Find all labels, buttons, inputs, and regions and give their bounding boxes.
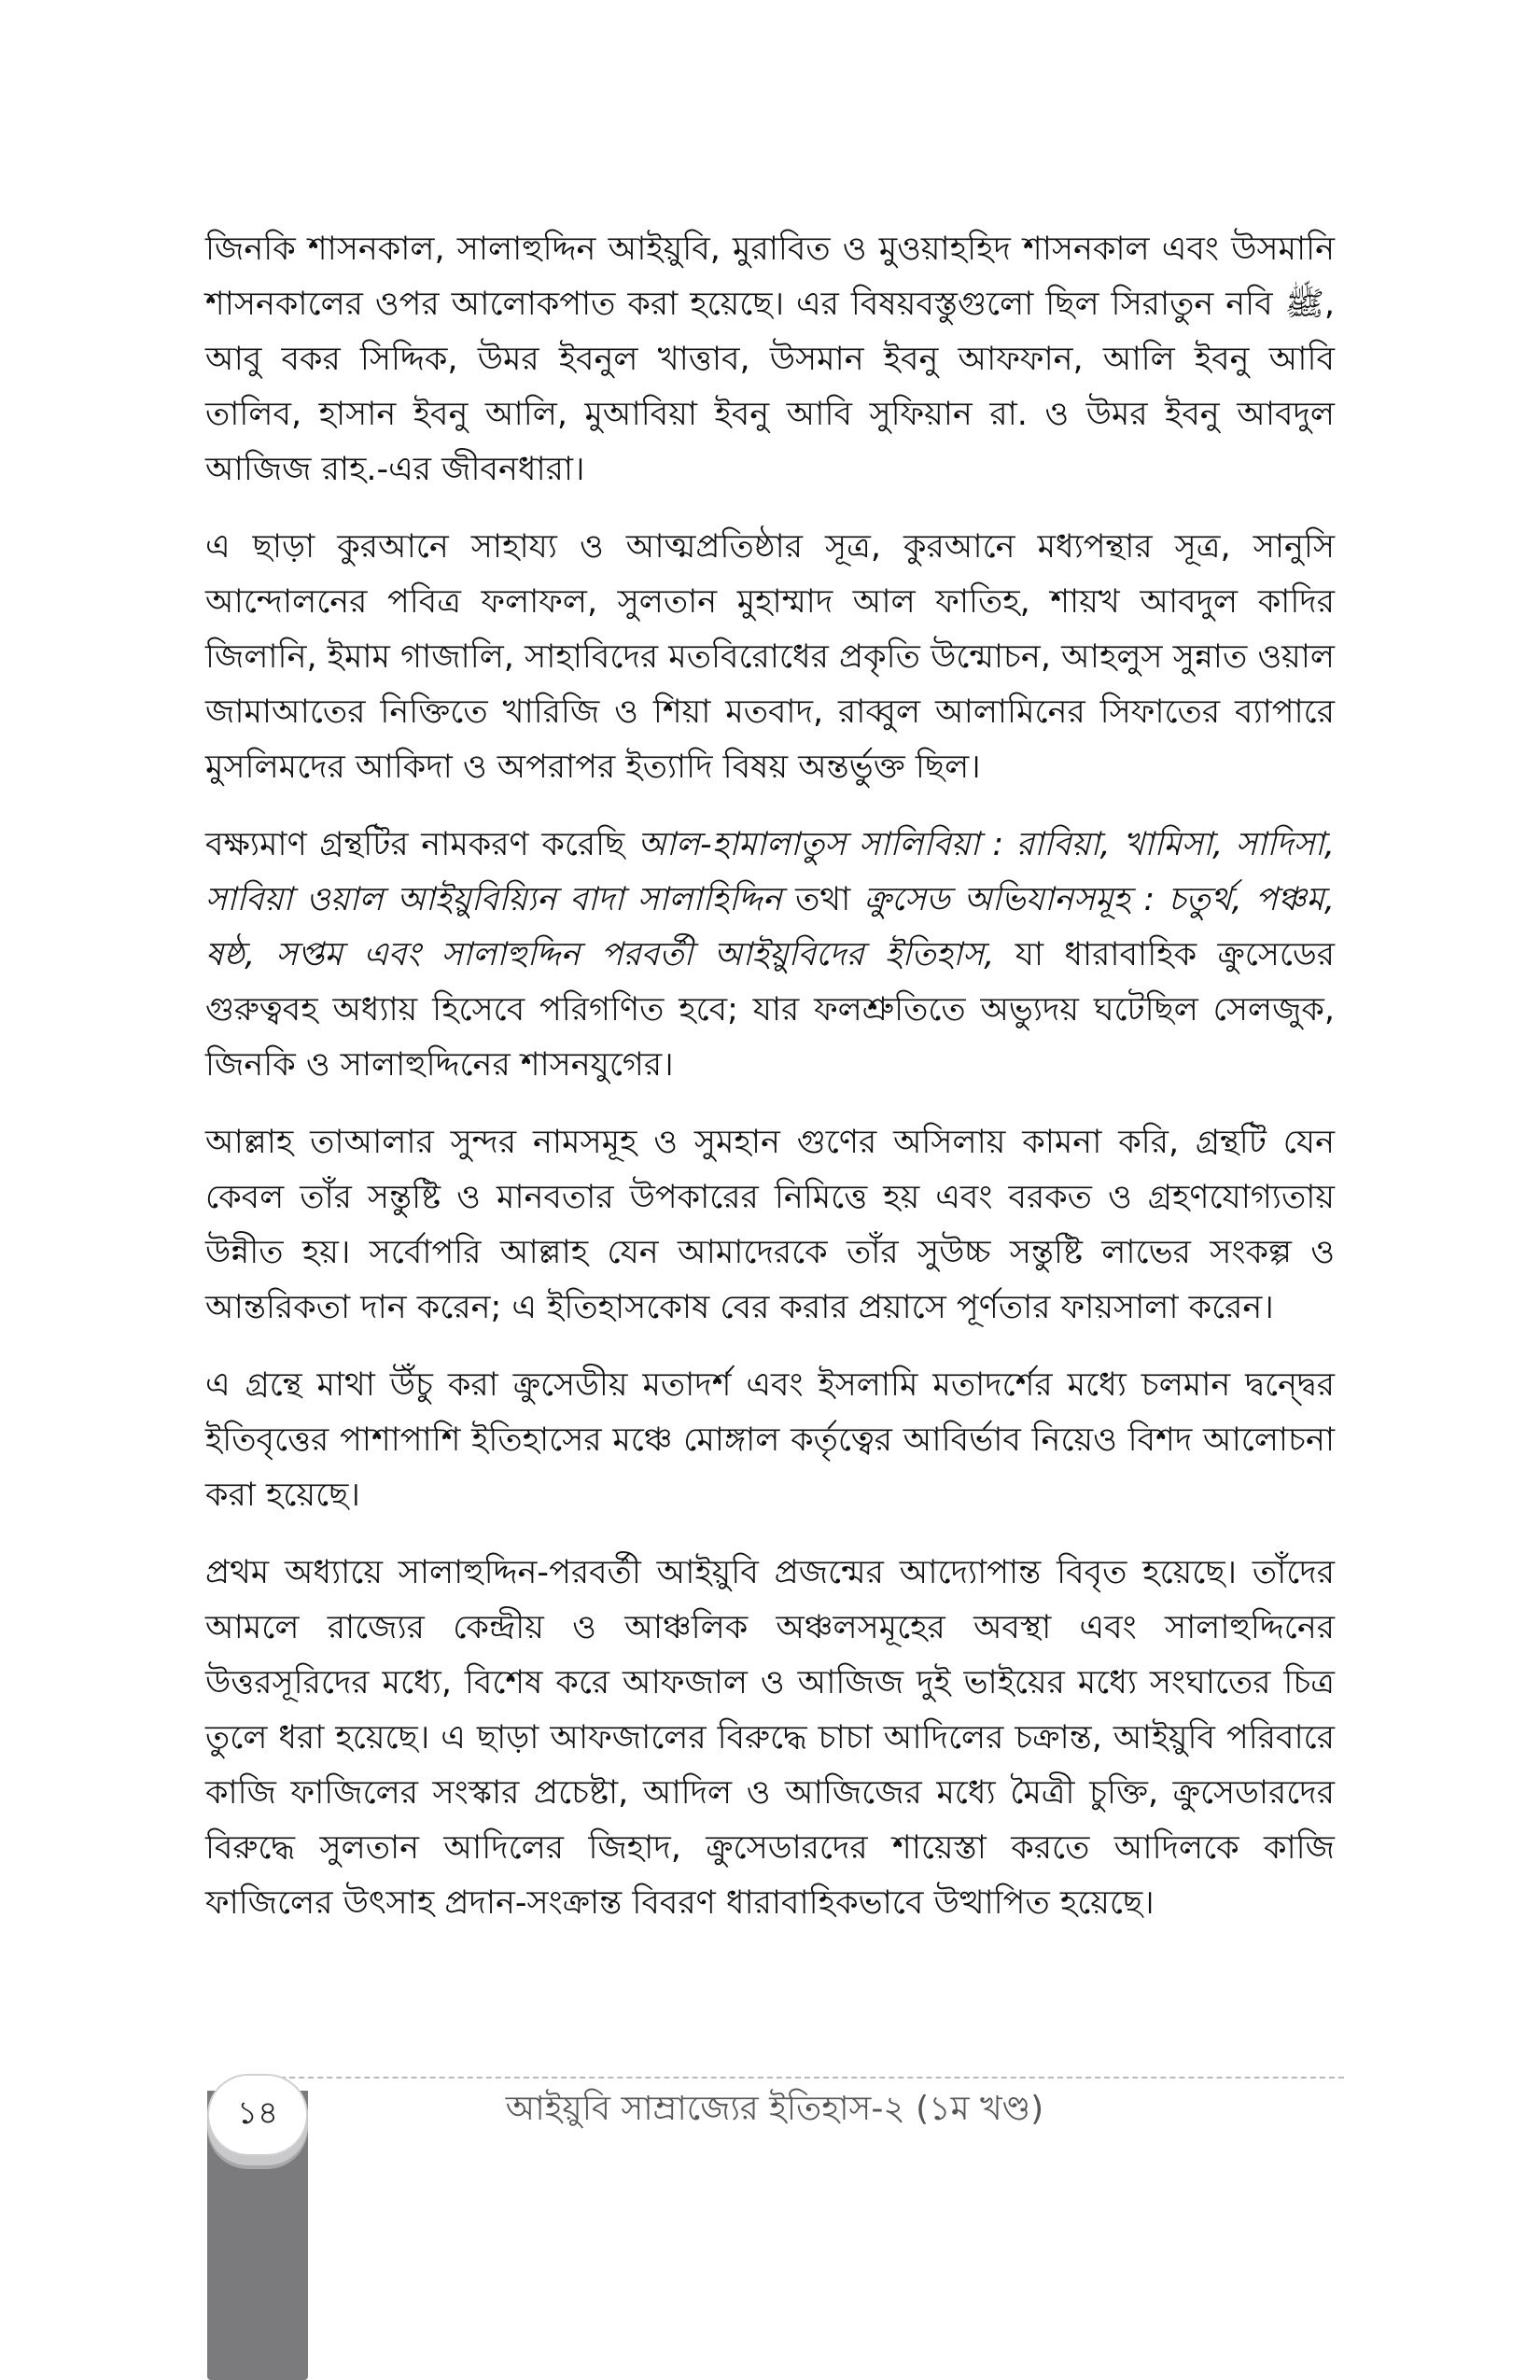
paragraph-2: এ ছাড়া কুরআনে সাহায্য ও আত্মপ্রতিষ্ঠার সূত্র, কুরআনে মধ্যপন্থার সূত্র, সানুসি আন্দোলনের পবিত্র ফলাফল, সুলতান মুহাম্মাদ আল ফাতিহ, শায়খ আবদুল কাদির জিলানি, ইমাম গাজালি, সাহাবিদের মতবিরোধের প্রকৃতি উন্মোচন, আহলুস সুন্নাত ওয়াল জামাআতের নিক্তিতে খারিজি ও শিয়া মতবাদ, রাব্বুল আলামিনের সিফাতের ব্যাপারে মুসলিমদের আকিদা ও অপরাপর ইত্যাদি বিষয় অন্তর্ভুক্ত ছিল। [205,528,1335,786]
paragraph-3-tail: যা ধারাবাহিক ক্রুসেডের গুরুত্ববহ অধ্যায় হিসেবে পরিগণিত হবে; যার ফলশ্রুতিতে অভ্যুদয় ঘটেছিল সেলজুক, জিনকি ও সালাহুদ্দিনের শাসনযুগের। [205,936,1335,1084]
paragraph-3-lead: বক্ষ্যমাণ গ্রন্থটির নামকরণ করেছি [205,826,625,863]
paragraph-4: আল্লাহ তাআলার সুন্দর নামসমূহ ও সুমহান গুণের অসিলায় কামনা করি, গ্রন্থটি যেন কেবল তাঁর সন্তুষ্টি ও মানবতার উপকারের নিমিত্তে হয় এবং বরকত ও গ্রহণযোগ্যতায় উন্নীত হয়। সর্বোপরি আল্লাহ যেন আমাদেরকে তাঁর সুউচ্চ সন্তুষ্টি লাভের সংকল্প ও আন্তরিকতা দান করেন; এ ইতিহাসকোষ বের করার প্রয়াসে পূর্ণতার ফায়সালা করেন। [205,1124,1335,1326]
paragraph-3-connector: তথা [795,881,851,918]
book-title-arabic: আল-হামালাতুস সালিবিয়া : রাবিয়া, খামিসা, সাদিসা, সাবিয়া ওয়াল আইয়ুবিয়্যিন বাদা সালাহিদ্দিন [205,826,1335,918]
page-number: ১৪ [236,2093,279,2132]
paragraph-5: এ গ্রন্থে মাথা উঁচু করা ক্রুসেডীয় মতাদর্শ এবং ইসলামি মতাদর্শের মধ্যে চলমান দ্বন্দ্বের ইতিবৃত্তের পাশাপাশি ইতিহাসের মঞ্চে মোঙ্গাল কর্তৃত্বের আবির্ভাব নিয়েও বিশদ আলোচনা করা হয়েছে। [205,1366,1335,1514]
paragraph-1: জিনকি শাসনকাল, সালাহুদ্দিন আইয়ুবি, মুরাবিত ও মুওয়াহহিদ শাসনকাল এবং উসমানি শাসনকালের ওপর আলোকপাত করা হয়েছে। এর বিষয়বস্তুগুলো ছিল সিরাতুন নবি ﷺ, আবু বকর সিদ্দিক, উমর ইবনুল খাত্তাব, উসমান ইবনু আফফান, আলি ইবনু আবি তালিব, হাসান ইবনু আলি, মুআবিয়া ইবনু আবি সুফিয়ান রা. ও উমর ইবনু আবদুল আজিজ রাহ.-এর জীবনধারা। [205,231,1335,488]
footer-divider [261,2077,1344,2079]
paragraph-6: প্রথম অধ্যায়ে সালাহুদ্দিন-পরবর্তী আইয়ুবি প্রজন্মের আদ্যোপান্ত বিবৃত হয়েছে। তাঁদের আমলে রাজ্যের কেন্দ্রীয় ও আঞ্চলিক অঞ্চলসমূহের অবস্থা এবং সালাহুদ্দিনের উত্তরসূরিদের মধ্যে, বিশেষ করে আফজাল ও আজিজ দুই ভাইয়ের মধ্যে সংঘাতের চিত্র তুলে ধরা হয়েছে। এ ছাড়া আফজালের বিরুদ্ধে চাচা আদিলের চক্রান্ত, আইয়ুবি পরিবারে কাজি ফাজিলের সংস্কার প্রচেষ্টা, আদিল ও আজিজের মধ্যে মৈত্রী চুক্তি, ক্রুসেডারদের বিরুদ্ধে সুলতান আদিলের জিহাদ, ক্রুসেডারদের শায়েস্তা করতে আদিলকে কাজি ফাজিলের উৎসাহ প্রদান-সংক্রান্ত বিবরণ ধারাবাহিকভাবে উত্থাপিত হয়েছে। [205,1554,1335,1922]
book-title-bengali: ক্রুসেড অভিযানসমূহ : চতুর্থ, পঞ্চম, ষষ্ঠ, সপ্তম এবং সালাহুদ্দিন পরবর্তী আইয়ুবিদের ইতিহাস, [205,881,1335,973]
running-title: আইয়ুবি সাম্রাজ্যের ইতিহাস-২ (১ম খণ্ড) [505,2090,1044,2128]
page-number-badge [207,2074,308,2156]
page-body [205,222,1335,1953]
paragraph-3 [205,818,1335,1093]
